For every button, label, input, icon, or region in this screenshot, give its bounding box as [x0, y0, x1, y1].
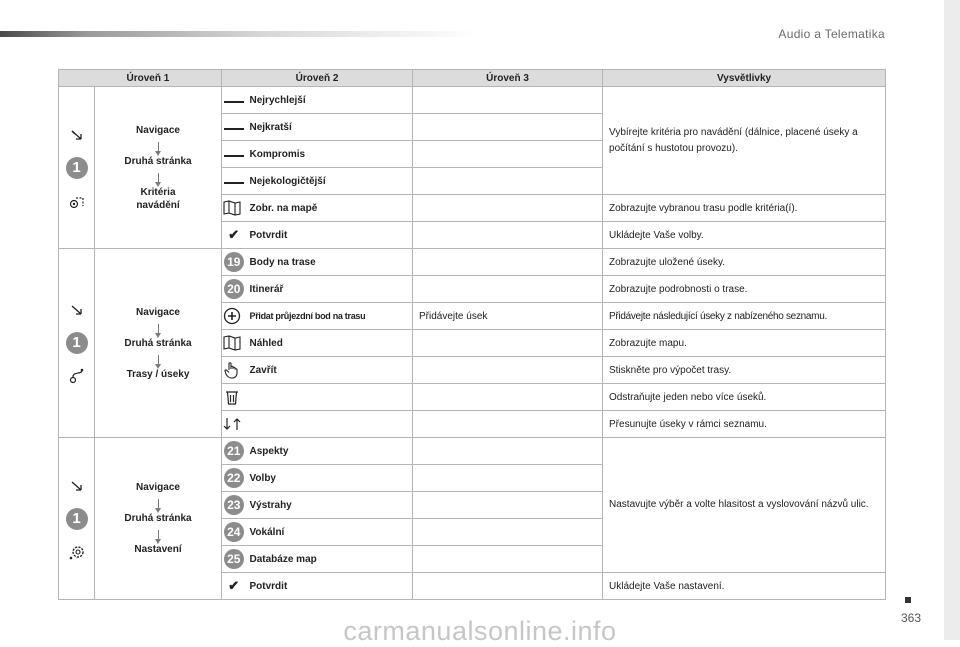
check-icon: ✔: [228, 578, 240, 593]
level3-cell: [413, 222, 603, 249]
level3-cell: [413, 411, 603, 438]
option-label: [246, 303, 413, 330]
level2-navigation: Navigace: [136, 306, 180, 318]
nav-arrow-icon: [67, 300, 87, 320]
level3-cell: [413, 573, 603, 600]
level3-cell: [413, 168, 603, 195]
hand-icon: [222, 360, 242, 380]
level2-second-page: Druhá stránka: [124, 155, 192, 167]
dash-icon: [224, 128, 244, 130]
option-label: Zavřít: [246, 357, 413, 384]
level3-cell: [413, 249, 603, 276]
level1-icons: [59, 249, 95, 438]
table-header-row: [59, 70, 886, 87]
level3-cell: [413, 546, 603, 573]
level-badge: 1: [66, 508, 88, 530]
row-icon-cell: [222, 276, 246, 303]
option-label: Výstrahy: [246, 492, 413, 519]
item-badge: 19: [224, 252, 244, 272]
option-label: Databáze map: [246, 546, 413, 573]
explanation: Zobrazujte vybranou trasu podle kritéria(í).: [603, 195, 886, 222]
level2-path: [95, 249, 222, 438]
level3-cell: [413, 195, 603, 222]
option-label: [246, 384, 413, 411]
row-icon-cell: [222, 222, 246, 249]
row-icon-cell: [222, 249, 246, 276]
level2-path: [95, 87, 222, 249]
nav-arrow-icon: [67, 125, 87, 145]
page-header: Audio a Telematika: [778, 27, 885, 41]
right-margin-strip: [944, 0, 960, 640]
row-icon-cell: [222, 87, 246, 114]
option-label: Aspekty: [246, 438, 413, 465]
map-icon: [222, 198, 242, 218]
row-icon-cell: [222, 195, 246, 222]
explanation: Ukládejte Vaše nastavení.: [603, 573, 886, 600]
option-label: Volby: [246, 465, 413, 492]
level3-cell: [413, 384, 603, 411]
option-label: Itinerář: [246, 276, 413, 303]
group-explanation: Nastavujte výběr a volte hlasitost a vyslovování názvů ulic.: [603, 438, 886, 573]
item-badge: 23: [224, 495, 244, 515]
table-row: [59, 438, 886, 465]
header-level2: Úroveň 2: [222, 70, 413, 87]
level2-routes: Trasy / úseky: [126, 368, 190, 380]
level3-cell: [413, 438, 603, 465]
level2-navigation: Navigace: [136, 482, 180, 493]
explanation: Zobrazujte podrobnosti o trase.: [603, 276, 886, 303]
down-arrow-icon: [158, 173, 159, 183]
table-row: [59, 249, 886, 276]
settings-route-icon: [67, 191, 87, 211]
option-label: Potvrdit: [246, 222, 413, 249]
row-icon-cell: [222, 519, 246, 546]
header-level1: Úroveň 1: [95, 70, 222, 87]
add-icon: [222, 306, 242, 326]
row-icon-cell: [222, 303, 246, 330]
level3-cell: [413, 330, 603, 357]
item-badge: 20: [224, 279, 244, 299]
option-label: Nejkratší: [246, 114, 413, 141]
table-row: [59, 87, 886, 114]
down-arrow-icon: [158, 142, 159, 152]
option-label: Zobr. na mapě: [246, 195, 413, 222]
explanation: Zobrazujte uložené úseky.: [603, 249, 886, 276]
gear-icon: [67, 542, 87, 562]
map-icon: [222, 333, 242, 353]
row-icon-cell: [222, 168, 246, 195]
row-icon-cell: [222, 357, 246, 384]
down-arrow-icon: [158, 530, 159, 540]
down-arrow-icon: [158, 355, 159, 365]
option-label: Vokální: [246, 519, 413, 546]
level2-second-page: Druhá stránka: [124, 337, 192, 349]
option-label-text: Přidat průjezdní bod na trasu: [249, 310, 366, 321]
option-label: Nejrychlejší: [246, 87, 413, 114]
option-label: Náhled: [246, 330, 413, 357]
down-arrow-icon: [158, 499, 159, 509]
dash-icon: [224, 182, 244, 184]
trash-icon: [222, 387, 242, 407]
level1-icons: [59, 87, 95, 249]
header-explanations: Vysvětlivky: [603, 70, 886, 87]
item-badge: 25: [224, 549, 244, 569]
item-badge: 22: [224, 468, 244, 488]
level3-cell: [413, 276, 603, 303]
level3-cell: [413, 465, 603, 492]
nav-arrow-icon: [67, 476, 87, 496]
level3-cell: [413, 141, 603, 168]
explanation: Ukládejte Vaše volby.: [603, 222, 886, 249]
dash-icon: [224, 101, 244, 103]
explanation: Zobrazujte mapu.: [603, 330, 886, 357]
down-arrow-icon: [158, 324, 159, 334]
level2-criteria: Kritéria navádění: [136, 186, 180, 211]
watermark: carmanualsonline.info: [343, 616, 617, 646]
row-icon-cell: [222, 492, 246, 519]
level3-cell: [413, 87, 603, 114]
level2-path: [95, 438, 222, 600]
page-marker: [905, 597, 911, 603]
level2-navigation: Navigace: [136, 124, 180, 136]
level1-icons: [59, 438, 95, 600]
level3-cell: [413, 492, 603, 519]
row-icon-cell: [222, 330, 246, 357]
route-points-icon: [67, 366, 87, 386]
level-badge: 1: [66, 332, 88, 354]
explanation: Odstraňujte jeden nebo více úseků.: [603, 384, 886, 411]
explanation: Stiskněte pro výpočet trasy.: [603, 357, 886, 384]
level-badge: 1: [66, 157, 88, 179]
row-icon-cell: [222, 141, 246, 168]
explanation: Přesunujte úseky v rámci seznamu.: [603, 411, 886, 438]
row-icon-cell: [222, 573, 246, 600]
option-label: Nejekologičtější: [246, 168, 413, 195]
row-icon-cell: [222, 411, 246, 438]
group-explanation: Vybírejte kritéria pro navádění (dálnice, placené úseky a počítání s hustotou provozu).: [603, 87, 886, 195]
menu-table: [58, 69, 886, 600]
option-label: Potvrdit: [246, 573, 413, 600]
row-icon-cell: [222, 438, 246, 465]
row-icon-cell: [222, 546, 246, 573]
level3-cell: [413, 519, 603, 546]
level3-cell: [413, 114, 603, 141]
move-icon: [222, 414, 242, 434]
level3-cell: [413, 357, 603, 384]
row-icon-cell: [222, 384, 246, 411]
page-number: 363: [901, 611, 922, 625]
item-badge: 24: [224, 522, 244, 542]
check-icon: ✔: [228, 227, 240, 242]
level2-settings: Nastavení: [134, 544, 182, 555]
level3-cell: Přidávejte úsek: [413, 303, 603, 330]
option-label: [246, 411, 413, 438]
row-icon-cell: [222, 114, 246, 141]
header-level3: Úroveň 3: [413, 70, 603, 87]
row-icon-cell: [222, 465, 246, 492]
explanation: Přidávejte následující úseky z nabízeného seznamu.: [603, 303, 886, 330]
option-label: Body na trase: [246, 249, 413, 276]
level2-second-page: Druhá stránka: [124, 513, 192, 524]
dash-icon: [224, 155, 244, 157]
option-label: Kompromis: [246, 141, 413, 168]
item-badge: 21: [224, 441, 244, 461]
top-decorative-bar: [0, 31, 480, 37]
